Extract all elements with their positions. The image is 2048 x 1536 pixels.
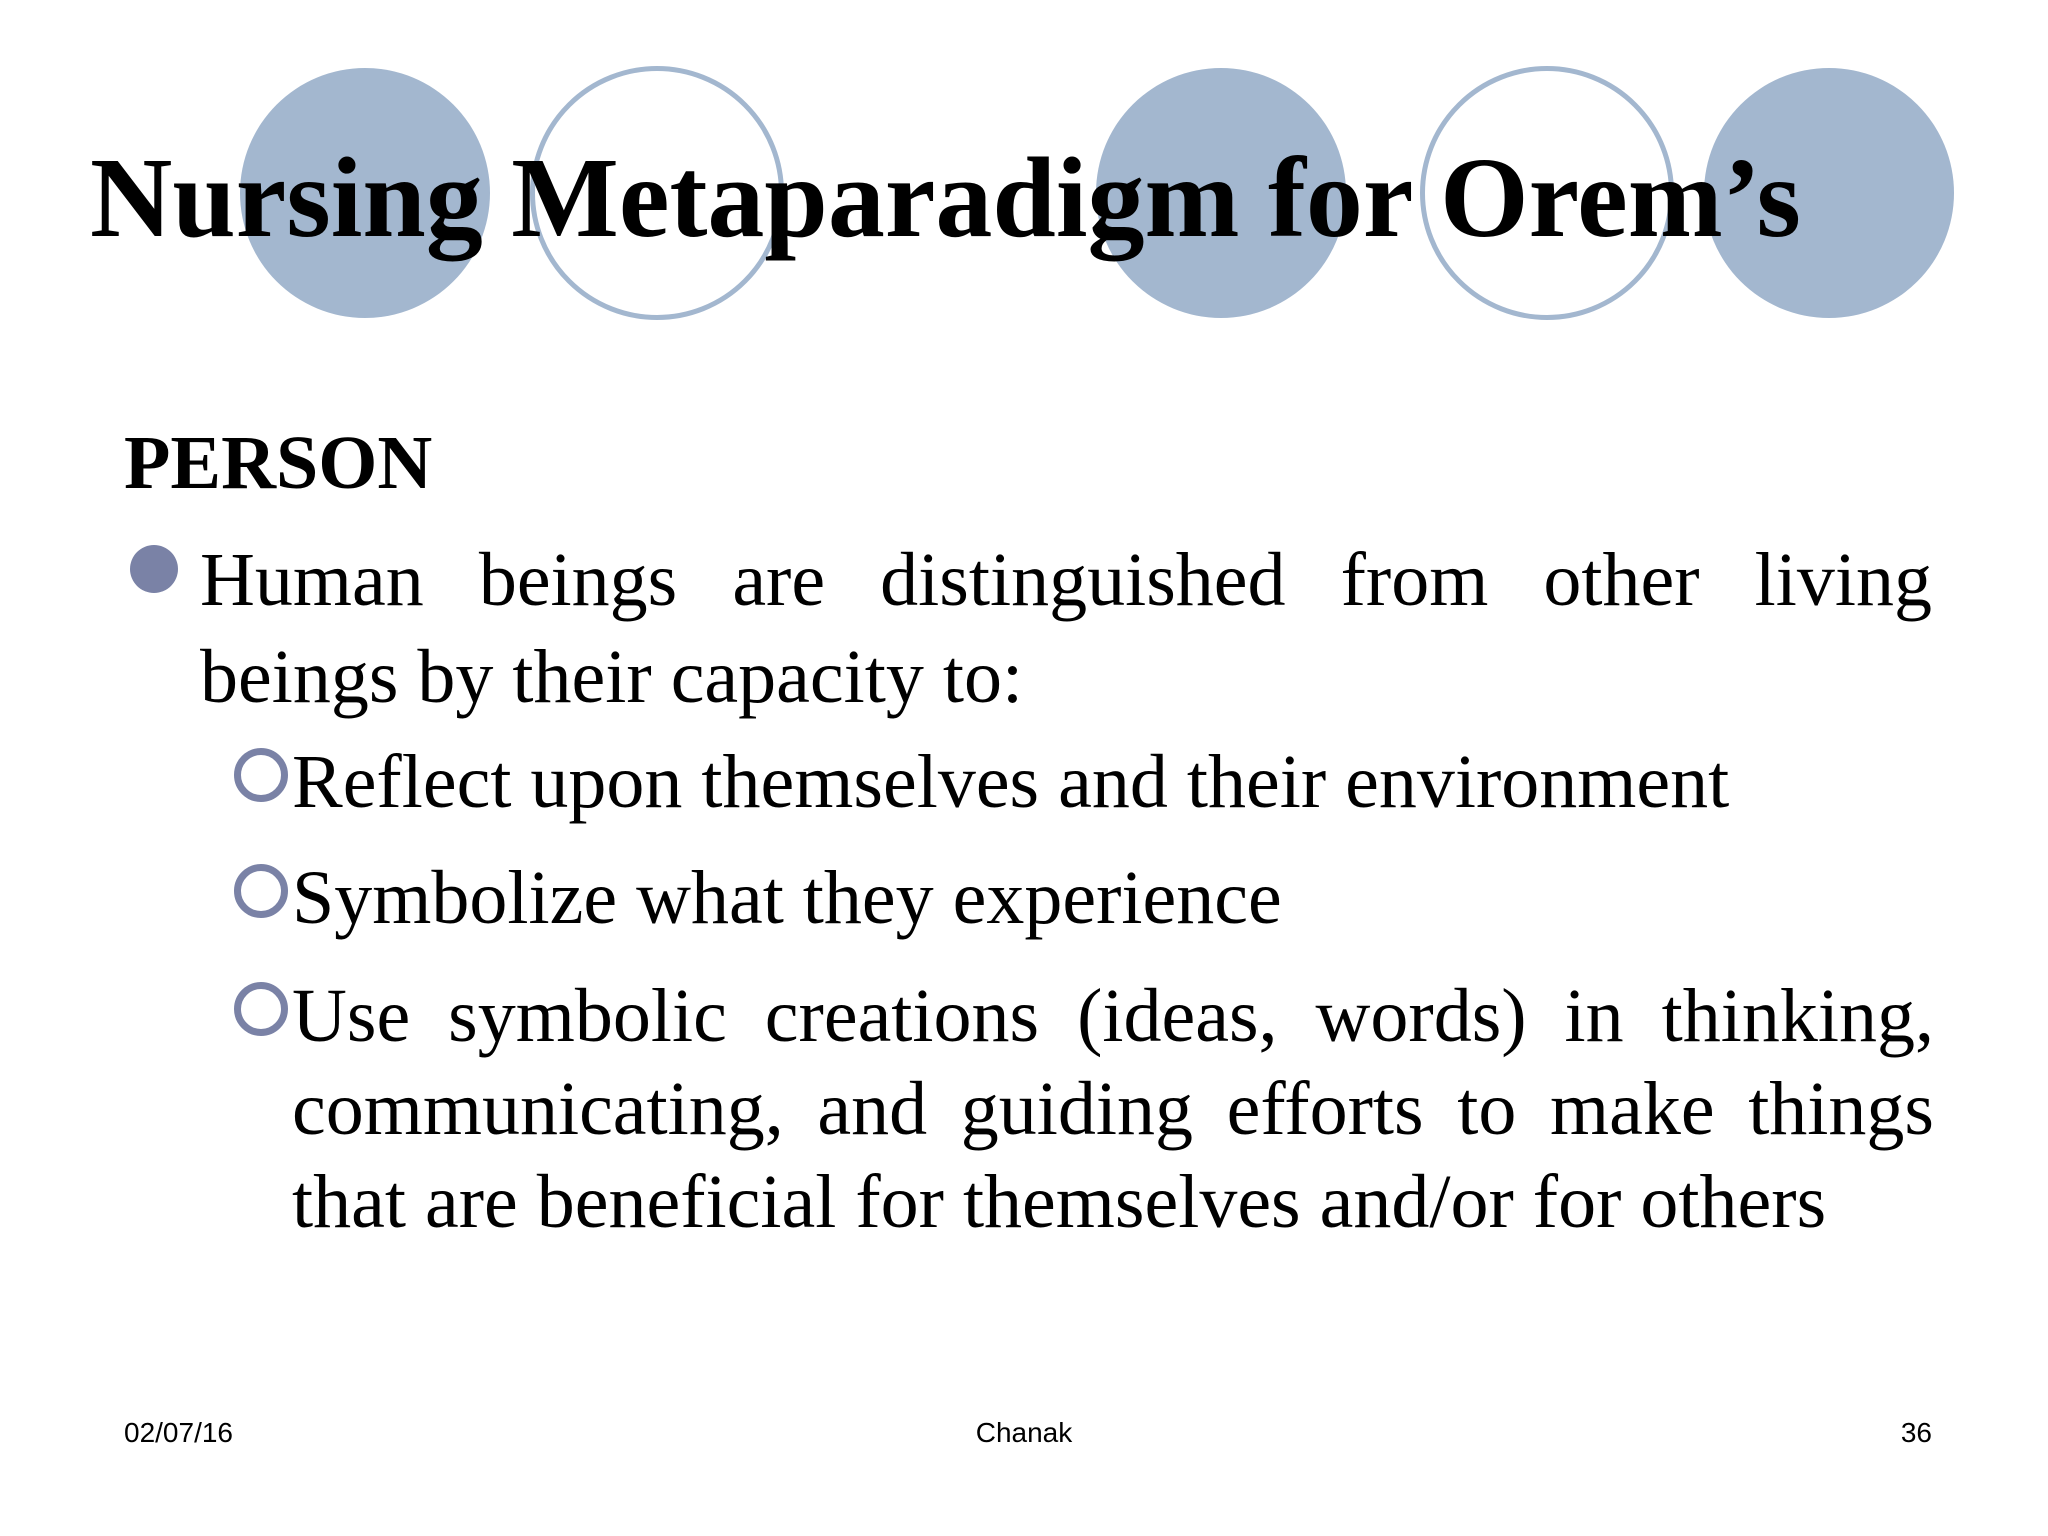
bullet-text: Human beings are distinguished from other living beings by their capacity to: (200, 538, 1932, 719)
hollow-bullet-icon (234, 748, 288, 802)
footer-date: 02/07/16 (124, 1417, 233, 1448)
hollow-bullet-icon (234, 864, 288, 918)
sub-item: Reflect upon themselves and their environment (292, 740, 1730, 824)
footer-page-number: 36 (1900, 1417, 1932, 1448)
sub-item: Symbolize what they experience (292, 856, 1282, 940)
hollow-bullet-icon (234, 982, 288, 1036)
slide-title: Nursing Metaparadigm for Orem’s (90, 134, 1801, 261)
filled-bullet-icon (130, 545, 178, 593)
footer-author: Chanak (975, 1417, 1073, 1448)
sub-item: Use symbolic creations (ideas, words) in thinking, communicating, and guiding efforts to make things that are beneficial for themselves and/or for others (292, 974, 1934, 1244)
section-heading: PERSON (124, 421, 433, 505)
